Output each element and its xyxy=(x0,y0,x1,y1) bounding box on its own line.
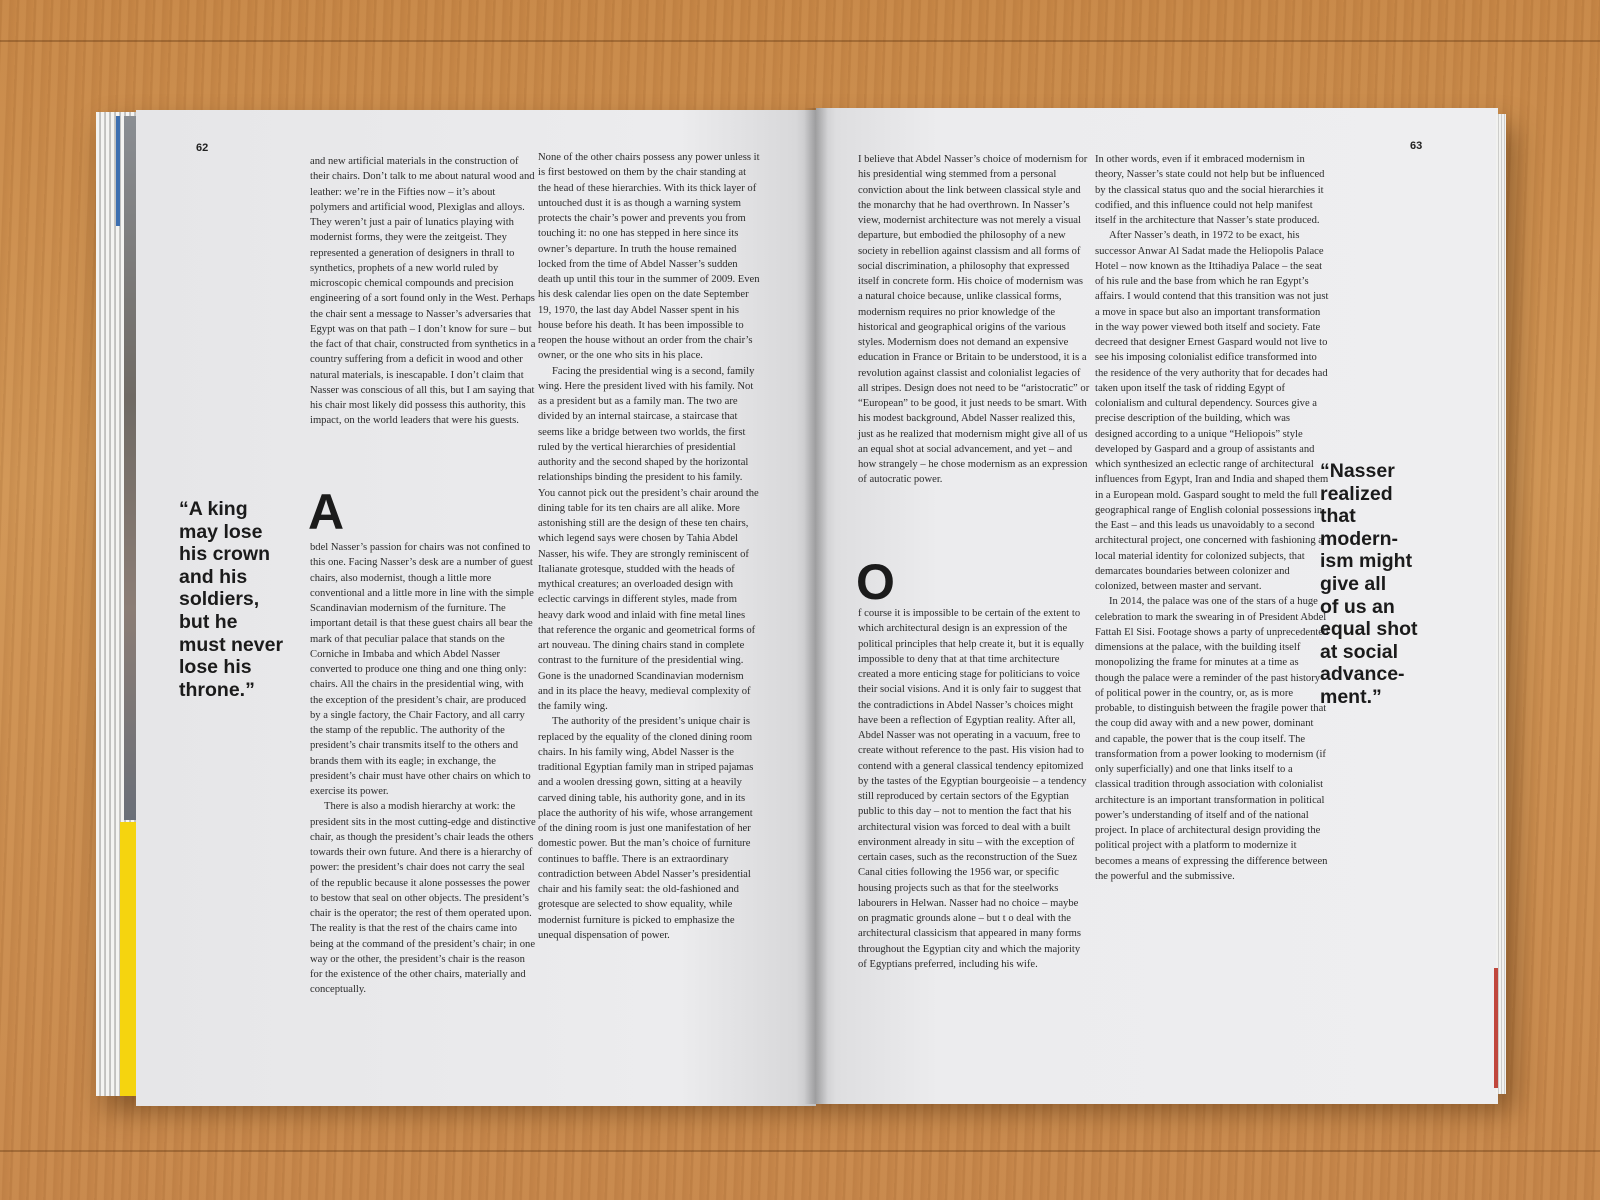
paragraph: There is also a modish hierarchy at work: the president sits in the most cutting-edge and distinctive chair, as though the president’s chair leads the others towards their own future. And there is a hierarchy of power: the president’s chair does not carry the seal of the republic because it alone possesses the power to bestow that seal on other objects. The president’s chair is the operator; the rest of them operated upon. The reality is that the rest of the chairs came into being at the command of the president’s chair; in one way or the other, the president’s chair is the reason for the existence of the other chairs, materially and conceptually. xyxy=(310,801,536,996)
paragraph: and new artificial materials in the construction of their chairs. Don’t talk to me about natural wood and leather: we’re in the Fifties now – it’s about polymers and artificial wood, Plexiglas and alloys. They weren’t just a pair of lunatics playing with modernist forms, they were the zeitgeist. They represented a generation of designers in thrall to synthetics, prophets of a new world ruled by microscopic chemical compounds and precision engineering of a sort found only in the West. Perhaps the chair sent a message to Nasser’s adversaries that Egypt was on that path – I don’t know for sure – but the fact of that chair, constructed from synthetics in a country suffering from a deficit in wood and other natural materials, is inescapable. I don’t claim that Nasser was conscious of all this, but I am saying that his chair most likely did possess this authority, this impact, on the world leaders that were his guests. xyxy=(310,156,536,427)
drop-cap-a: A xyxy=(308,484,345,540)
yellow-page-edge xyxy=(120,822,136,1096)
paragraph: bdel Nasser’s passion for chairs was not confined to this one. Facing Nasser’s desk are a number of guest chairs, also modernist, though a little more conventional and a little more in line with the simple Scandinavian modernism of the furniture. The important detail is that these guest chairs all bear the mark of that peculiar palace that stands on the Corniche in Imbaba and which Abdel Nasser converted to produce one thing and one thing only: chairs. All the chairs in the presidential wing, with the exception of the president’s chair, are produced by a single factory, the Chair Factory, and all carry the stamp of the republic. The authority of the president’s chair transmits itself to the others and brands them with its eagle; in exchange, the president’s chair must have other chairs on which to exercise its power. xyxy=(310,542,534,797)
table-grain-line xyxy=(0,1150,1600,1152)
paragraph: f course it is impossible to be certain of the extent to which architectural design is an expression of the political principles that help create it, but it is equally impossible to deny that at that time architecture created a more enticing stage for politicians to voice their social visions. And it is only fair to suggest that the contradictions in Abdel Nasser’s choices might have been a reflection of Egyptian reality. After all, Abdel Nasser was not operating in a vacuum, free to create without reference to the past. His vision had to contend with a general classical tendency epitomized by the tastes of the Egyptian bourgeoisie – a tendency still reproduced by certain sectors of the Egyptian public to this day – not to mention the fact that his architectural vision was forced to deal with a built environment already in situ – with the exception of certain cases, such as the reconstruction of the Suez Canal cities following the 1956 war, or specific housing projects such as that for the steelworks labourers in Helwan. Nasser had no choice – maybe on pragmatic grounds alone – but t o deal with the architectural classicism that appeared in many forms throughout the Egyptian city and which the majority of Egyptians preferred, including his wife. xyxy=(858,608,1087,970)
page-edges-right xyxy=(1496,114,1506,1094)
page-number-right: 63 xyxy=(1410,140,1423,152)
paragraph: Facing the presidential wing is a second, family wing. Here the president lived with his family. Not as a president but as a family man. The two are divided by an internal staircase, a staircase that seems like a bridge between two worlds, the first ruled by the vertical hierarchies of presidential authority and the second shaped by the horizontal relationships binding the president to his family. You cannot pick out the president’s chair around the dining table for its ten chairs are all alike. More astonishing still are the design of these ten chairs, which legend says were chosen by Tahia Abdel Nasser, his wife. They are strongly reminiscent of Italianate grotesque, studded with the heads of mythical creatures; an overloaded design with eclectic carvings in different styles, made from heavy dark wood and inlaid with fine metal lines that reference the organic and geometrical forms of art nouveau. The dining chairs stand in complete contrast to the furniture of the presidential wing. Gone is the unadorned Scandinavian modernism and in its place the heavy, medieval complexity of the family wing. xyxy=(538,365,759,712)
right-page xyxy=(816,108,1498,1104)
right-col-1 xyxy=(858,152,1090,488)
right-col-1-body xyxy=(858,606,1090,972)
pull-quote-left: “A king may lose his crown and his soldiers, but he must never lose his throne.” xyxy=(179,498,284,701)
open-magazine xyxy=(96,108,1506,1104)
paragraph: None of the other chairs possess any power unless it is first bestowed on them by the chair standing at the head of these hierarchies. With its thick layer of untouched dust it is as though a warning system protects the chair’s power and prevents you from touching it: no one has stepped in here since its owner’s departure. In truth the house remained locked from the time of Abdel Nasser’s sudden death up until this tour in the summer of 2009. Even his desk calendar lies open on the date September 19, 1970, the last day Abdel Nasser spent in his house before his death. It has been impossible to reopen the house without an order from the chair’s owner, or the one who sits in his place. xyxy=(538,152,760,362)
pull-quote-right: “Nasser realized that modern- ism might give all of us an equal shot at social advance- ment.” xyxy=(1320,460,1418,708)
paragraph: I believe that Abdel Nasser’s choice of modernism for his presidential wing stemmed from a personal conviction about the link between classical style and the monarchy that he had overthrown. In Nasser’s view, modernist architecture was not merely a visual departure, but embodied the philosophy of a new society in rebellion against classism and all forms of social discrimination, a philosophy that expressed itself in concrete form. His choice of modernism was a natural choice because, unlike classical forms, modernism requires no prior knowledge of the historical and geographical origins of the various styles. Modernism does not demand an expensive education in France or Britain to be understood, it is a revolution against classist and colonialist legacies of all stripes. Design does not need to be “aristocratic” or “European” to be good, it just needs to be smart. With his modest background, Abdel Nasser realized this, just as he realized that modernism might give all of us an equal shot at social advancement, and yet – and how strangely – he chose modernism as an expression of autocratic power. xyxy=(858,154,1090,486)
left-col-1 xyxy=(310,154,536,429)
gutter-shadow xyxy=(804,108,828,1104)
photo-page-edge xyxy=(124,116,136,820)
page-number-left: 62 xyxy=(196,142,209,154)
red-page-edge xyxy=(1494,968,1498,1088)
blue-page-edge xyxy=(116,116,120,226)
table-grain-line xyxy=(0,40,1600,42)
left-page xyxy=(136,110,816,1106)
right-col-2 xyxy=(1095,152,1329,884)
paragraph: After Nasser’s death, in 1972 to be exact, his successor Anwar Al Sadat made the Heliopolis Palace Hotel – now known as the Ittihadiya Palace – the seat of his rule and the base from which he ran Egypt’s affairs. I would contend that this transition was not just a move in space but also an important transformation in the way power viewed both itself and society. Fate decreed that designer Ernest Gaspard would not live to see his imposing colonialist edifice transformed into the residence of the very authority that for decades had taken upon itself the task of ridding Egypt of colonialism and cultural dependency. Sources give a precise description of the building, which was designed according to a unique “Heliopois” style developed by Gaspard and a group of assistants and which synthesized an eclectic range of architectural influences from Egypt, Iran and India and shaped them in a European mold. Gaspard sought to meld the full geographical range of English colonial possessions in the East – and this leads us unavoidably to a second architectural project, one concerned with fashioning a local material identity for colonized subjects, that demarcates boundaries between colonizer and colonized, between master and servant. xyxy=(1095,230,1329,592)
paragraph: In other words, even if it embraced modernism in theory, Nasser’s state could not help but be influenced by the classical status quo and the social hierarchies it codified, and this influence could not help manifest itself in the architecture that Nasser’s state produced. xyxy=(1095,154,1325,226)
left-col-2 xyxy=(538,150,760,943)
left-col-1-body xyxy=(310,540,536,998)
paragraph: The authority of the president’s unique chair is replaced by the equality of the cloned dining room chairs. In his family wing, Abdel Nasser is the traditional Egyptian family man in striped pajamas and a woolen dressing gown, sitting at a heavily carved dining table, his authority gone, and in its place the authority of his wife, whose arrangement of the dining room is just one manifestation of her domestic power. But the man’s choice of furniture continues to baffle. There is an extraordinary contradiction between Abdel Nasser’s presidential chair and his family seat: the old-fashioned and grotesque are selected to show equality, while modernist furniture is picked to emphasize the unequal dispensation of power. xyxy=(538,716,754,941)
paragraph: In 2014, the palace was one of the stars of a huge celebration to mark the swearing in of President Abdel Fattah El Sisi. Footage shows a party of unprecedented dimensions at the palace, with the building itself monopolizing the frame for minutes at a time as though the palace were a reminder of the past history of political power in the country, or, as is more probable, to distinguish between the fragile power that the coup did away with and a new power, dominant and capable, the power that is the coup itself. The transformation from a power looking to modernism (if only superficially) and one that links itself to a classical tradition through association with colonialist architecture is an important transformation in political power’s understanding of itself and of the national project. In place of architectural design providing the political project with a platform to modernize it becomes a means of expressing the difference between the powerful and the submissive. xyxy=(1095,596,1329,882)
drop-cap-o: O xyxy=(856,554,895,610)
